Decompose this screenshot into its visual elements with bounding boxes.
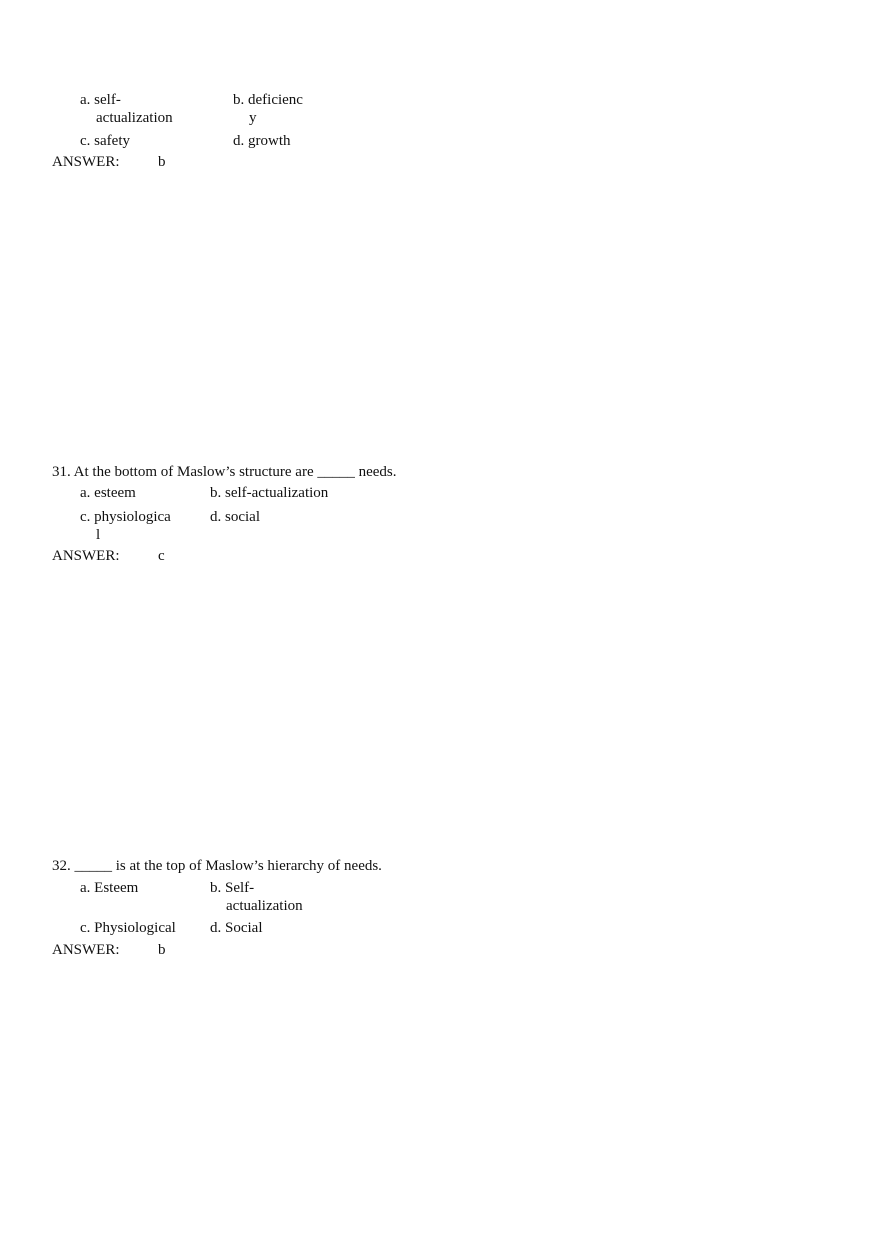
choice-letter: c. [80,920,91,936]
question-stem: 32. _____ is at the top of Maslow’s hierarchy of needs. [52,858,382,874]
choice-c [80,508,171,544]
choice-letter: a. [80,485,91,501]
choice-a [80,879,138,897]
answer-label: ANSWER: [52,154,120,170]
choice-text: self- [94,92,121,108]
choice-text: growth [248,133,291,149]
choice-letter: d. [210,920,222,936]
choice-text-cont: actualization [96,110,173,126]
choice-text: safety [94,133,130,149]
answer-value: c [158,548,165,564]
choice-letter: b. [233,92,245,108]
answer-line [52,154,166,171]
choice-a [80,91,173,127]
choice-text: Social [225,920,263,936]
choice-letter: d. [233,133,245,149]
choice-text: physiologica [94,509,171,525]
answer-label: ANSWER: [52,942,120,958]
choice-letter: a. [80,880,91,896]
choice-text: self-actualization [225,485,329,501]
choice-text-cont: l [96,527,101,543]
choice-b [210,484,328,502]
choice-text: social [225,509,260,525]
choice-letter: a. [80,92,91,108]
choice-letter: c. [80,133,91,149]
answer-line [52,942,166,959]
answer-line [52,548,165,565]
question-stem: 31. At the bottom of Maslow’s structure are _____ needs. [52,464,397,480]
choice-text: deficienc [248,92,303,108]
choice-d [210,508,260,526]
choice-d [210,919,263,937]
answer-value: b [158,942,166,958]
choice-text-cont: y [249,110,257,126]
choice-d [233,132,291,150]
choice-letter: b. [210,880,222,896]
choice-letter: d. [210,509,222,525]
choice-letter: b. [210,485,222,501]
answer-value: b [158,154,166,170]
choice-c [80,919,176,937]
choice-text: esteem [94,485,136,501]
choice-text-cont: actualization [226,898,303,914]
choice-a [80,484,136,502]
choice-text: Self- [225,880,255,896]
choice-c [80,132,130,150]
choice-text: Esteem [94,880,139,896]
answer-label: ANSWER: [52,548,120,564]
choice-text: Physiological [94,920,176,936]
choice-b [233,91,303,127]
choice-b [210,879,303,915]
choice-letter: c. [80,509,91,525]
